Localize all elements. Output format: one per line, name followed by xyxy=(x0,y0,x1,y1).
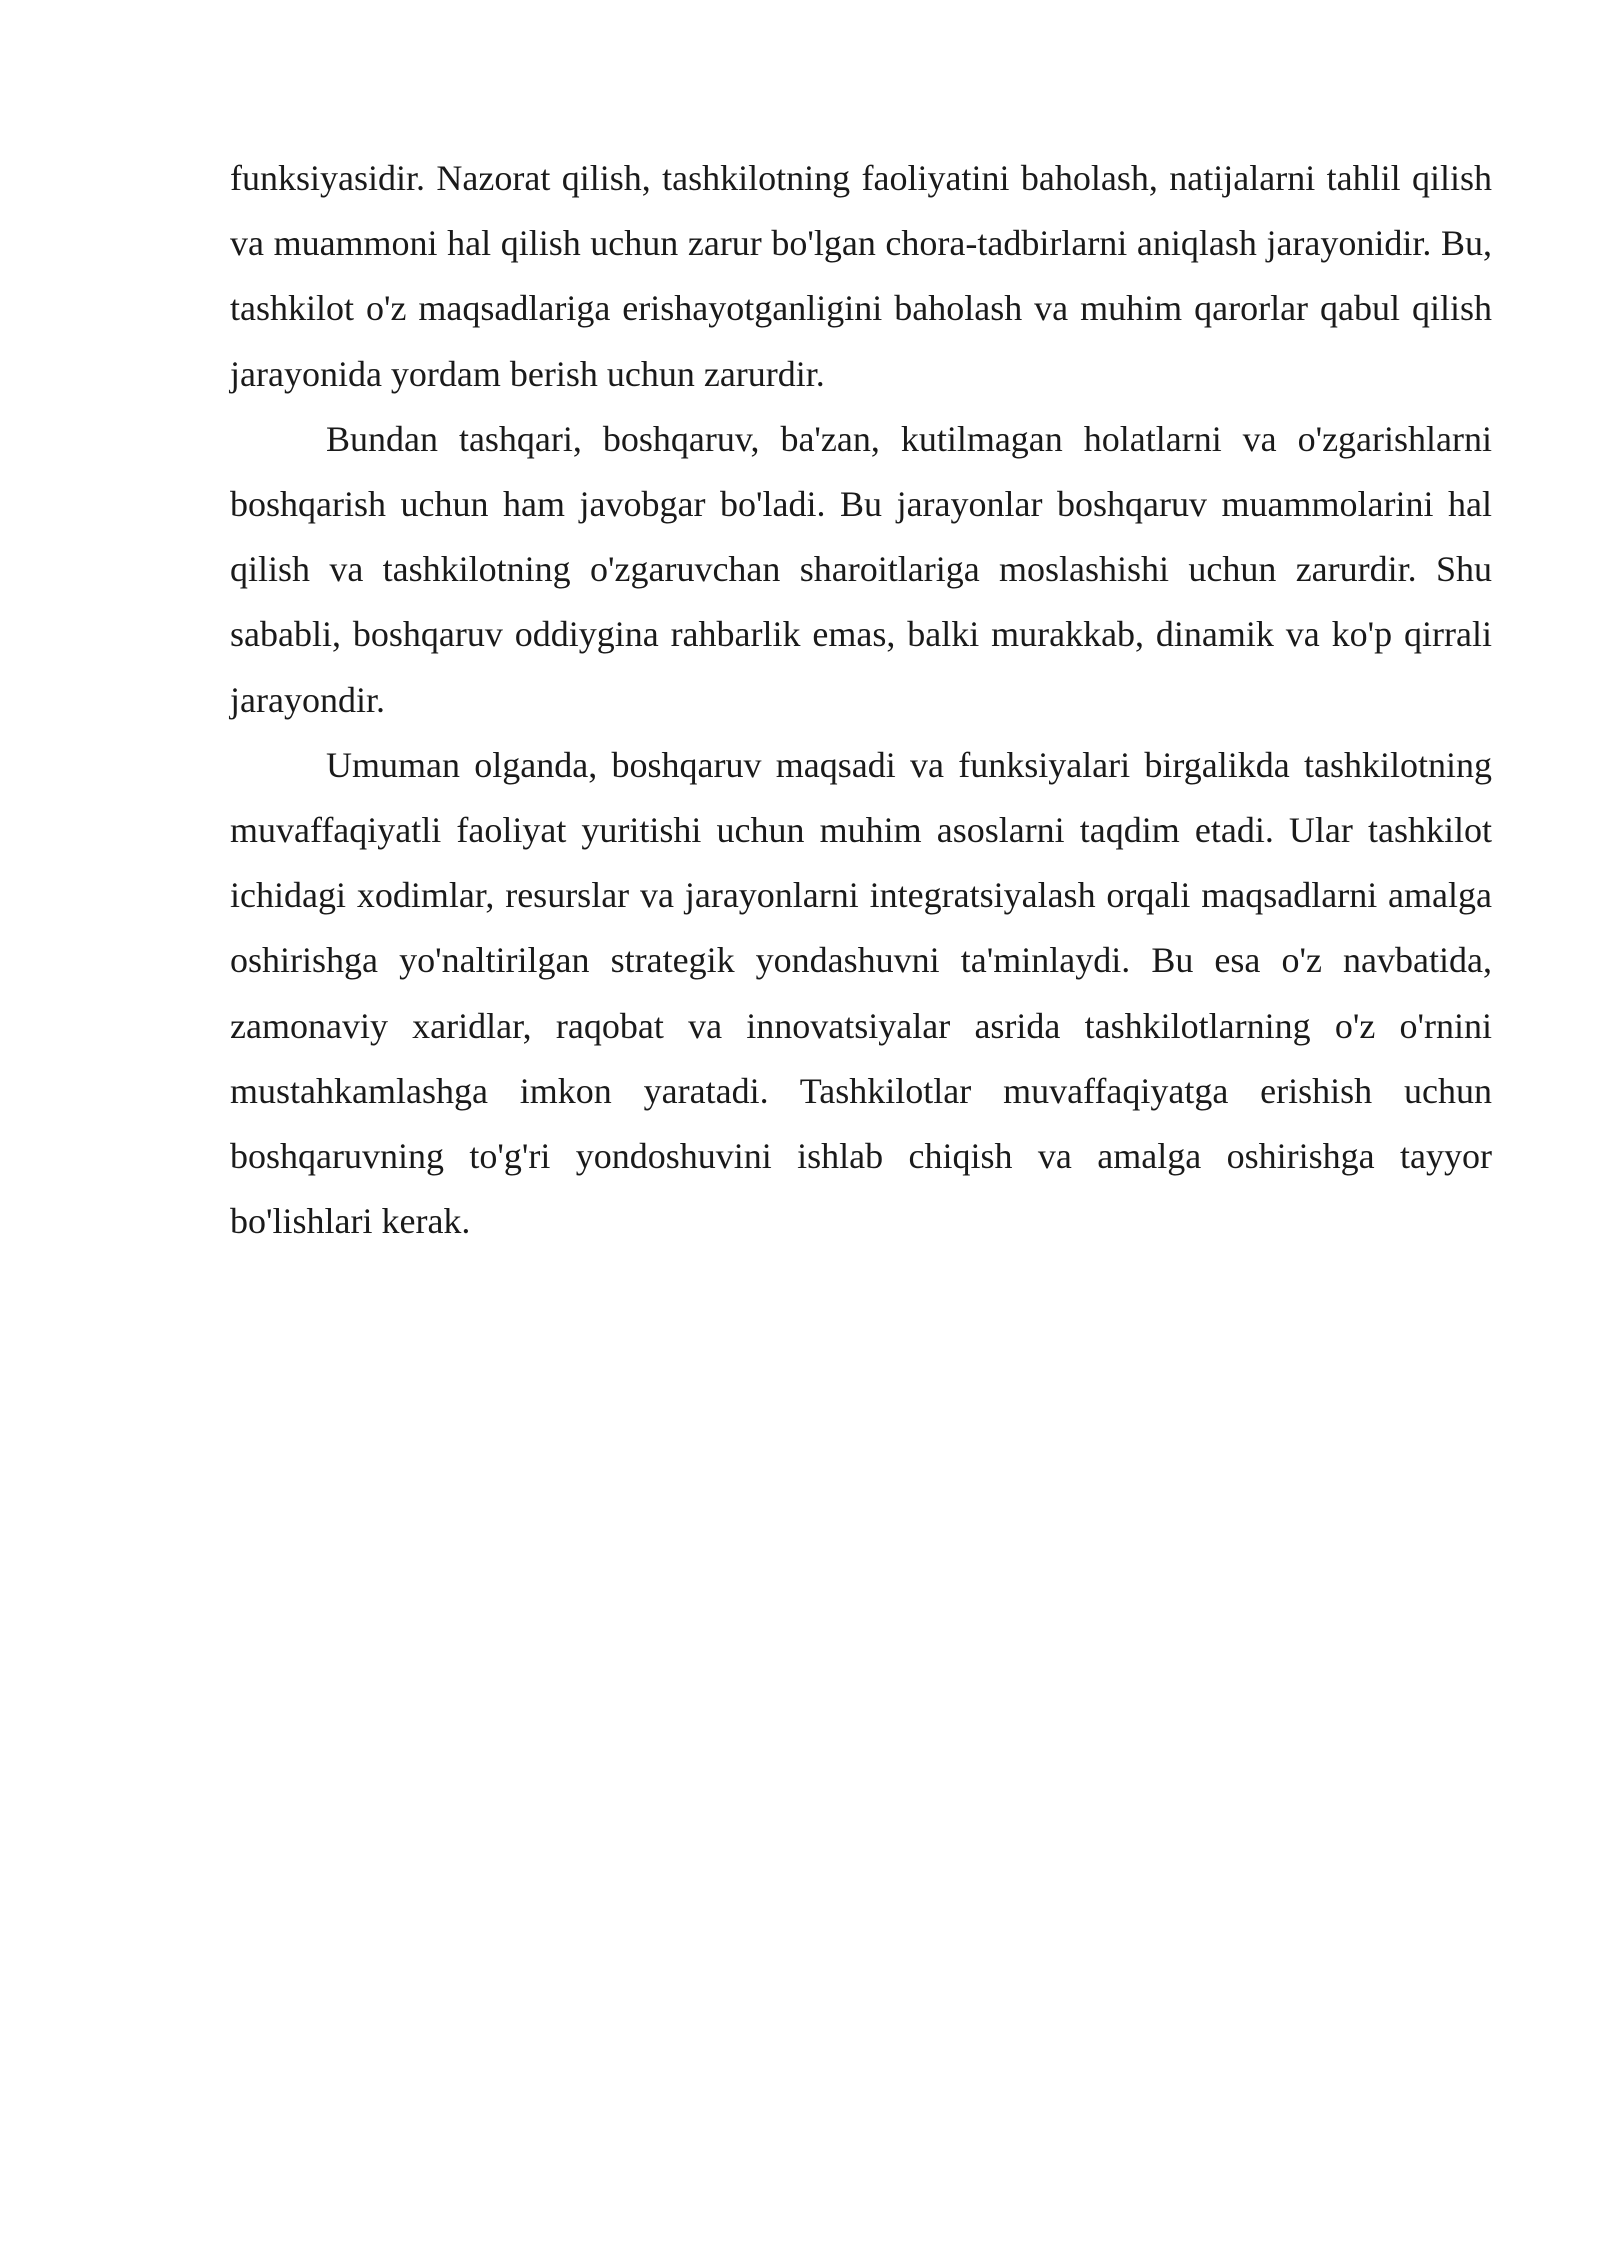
paragraph-3: Umuman olganda, boshqaruv maqsadi va funksiyalari birgalikda tashkilotning muvaffaqiyatli faoliyat yuritishi uchun muhim asoslarni taqdim etadi. Ular tashkilot ichidagi xodimlar, resurslar va jarayonlarni integratsiyalash orqali maqsadlarni amalga oshirishga yo'naltirilgan strategik yondashuvni ta'minlaydi. Bu esa o'z navbatida, zamonaviy xaridlar, raqobat va innovatsiyalar asrida tashkilotlarning o'z o'rnini mustahkamlashga imkon yaratadi. Tashkilotlar muvaffaqiyatga erishish uchun boshqaruvning to'g'ri yondoshuvini ishlab chiqish va amalga oshirishga tayyor bo'lishlari kerak. xyxy=(230,744,1492,1242)
paragraph-2: Bundan tashqari, boshqaruv, ba'zan, kutilmagan holatlarni va o'zgarishlarni boshqarish uchun ham javobgar bo'ladi. Bu jarayonlar boshqaruv muammolarini hal qilish va tashkilotning o'zgaruvchan sharoitlariga moslashishi uchun zarurdir. Shu sababli, boshqaruv oddiygina rahbarlik emas, balki murakkab, dinamik va ko'p qirrali jarayondir. xyxy=(230,418,1492,720)
document-body xyxy=(230,146,1492,1254)
paragraph-1: funksiyasidir. Nazorat qilish, tashkilotning faoliyatini baholash, natijalarni tahlil qilish va muammoni hal qilish uchun zarur bo'lgan chora-tadbirlarni aniqlash jarayonidir. Bu, tashkilot o'z maqsadlariga erishayotganligini baholash va muhim qarorlar qabul qilish jarayonida yordam berish uchun zarurdir. xyxy=(230,158,1492,394)
